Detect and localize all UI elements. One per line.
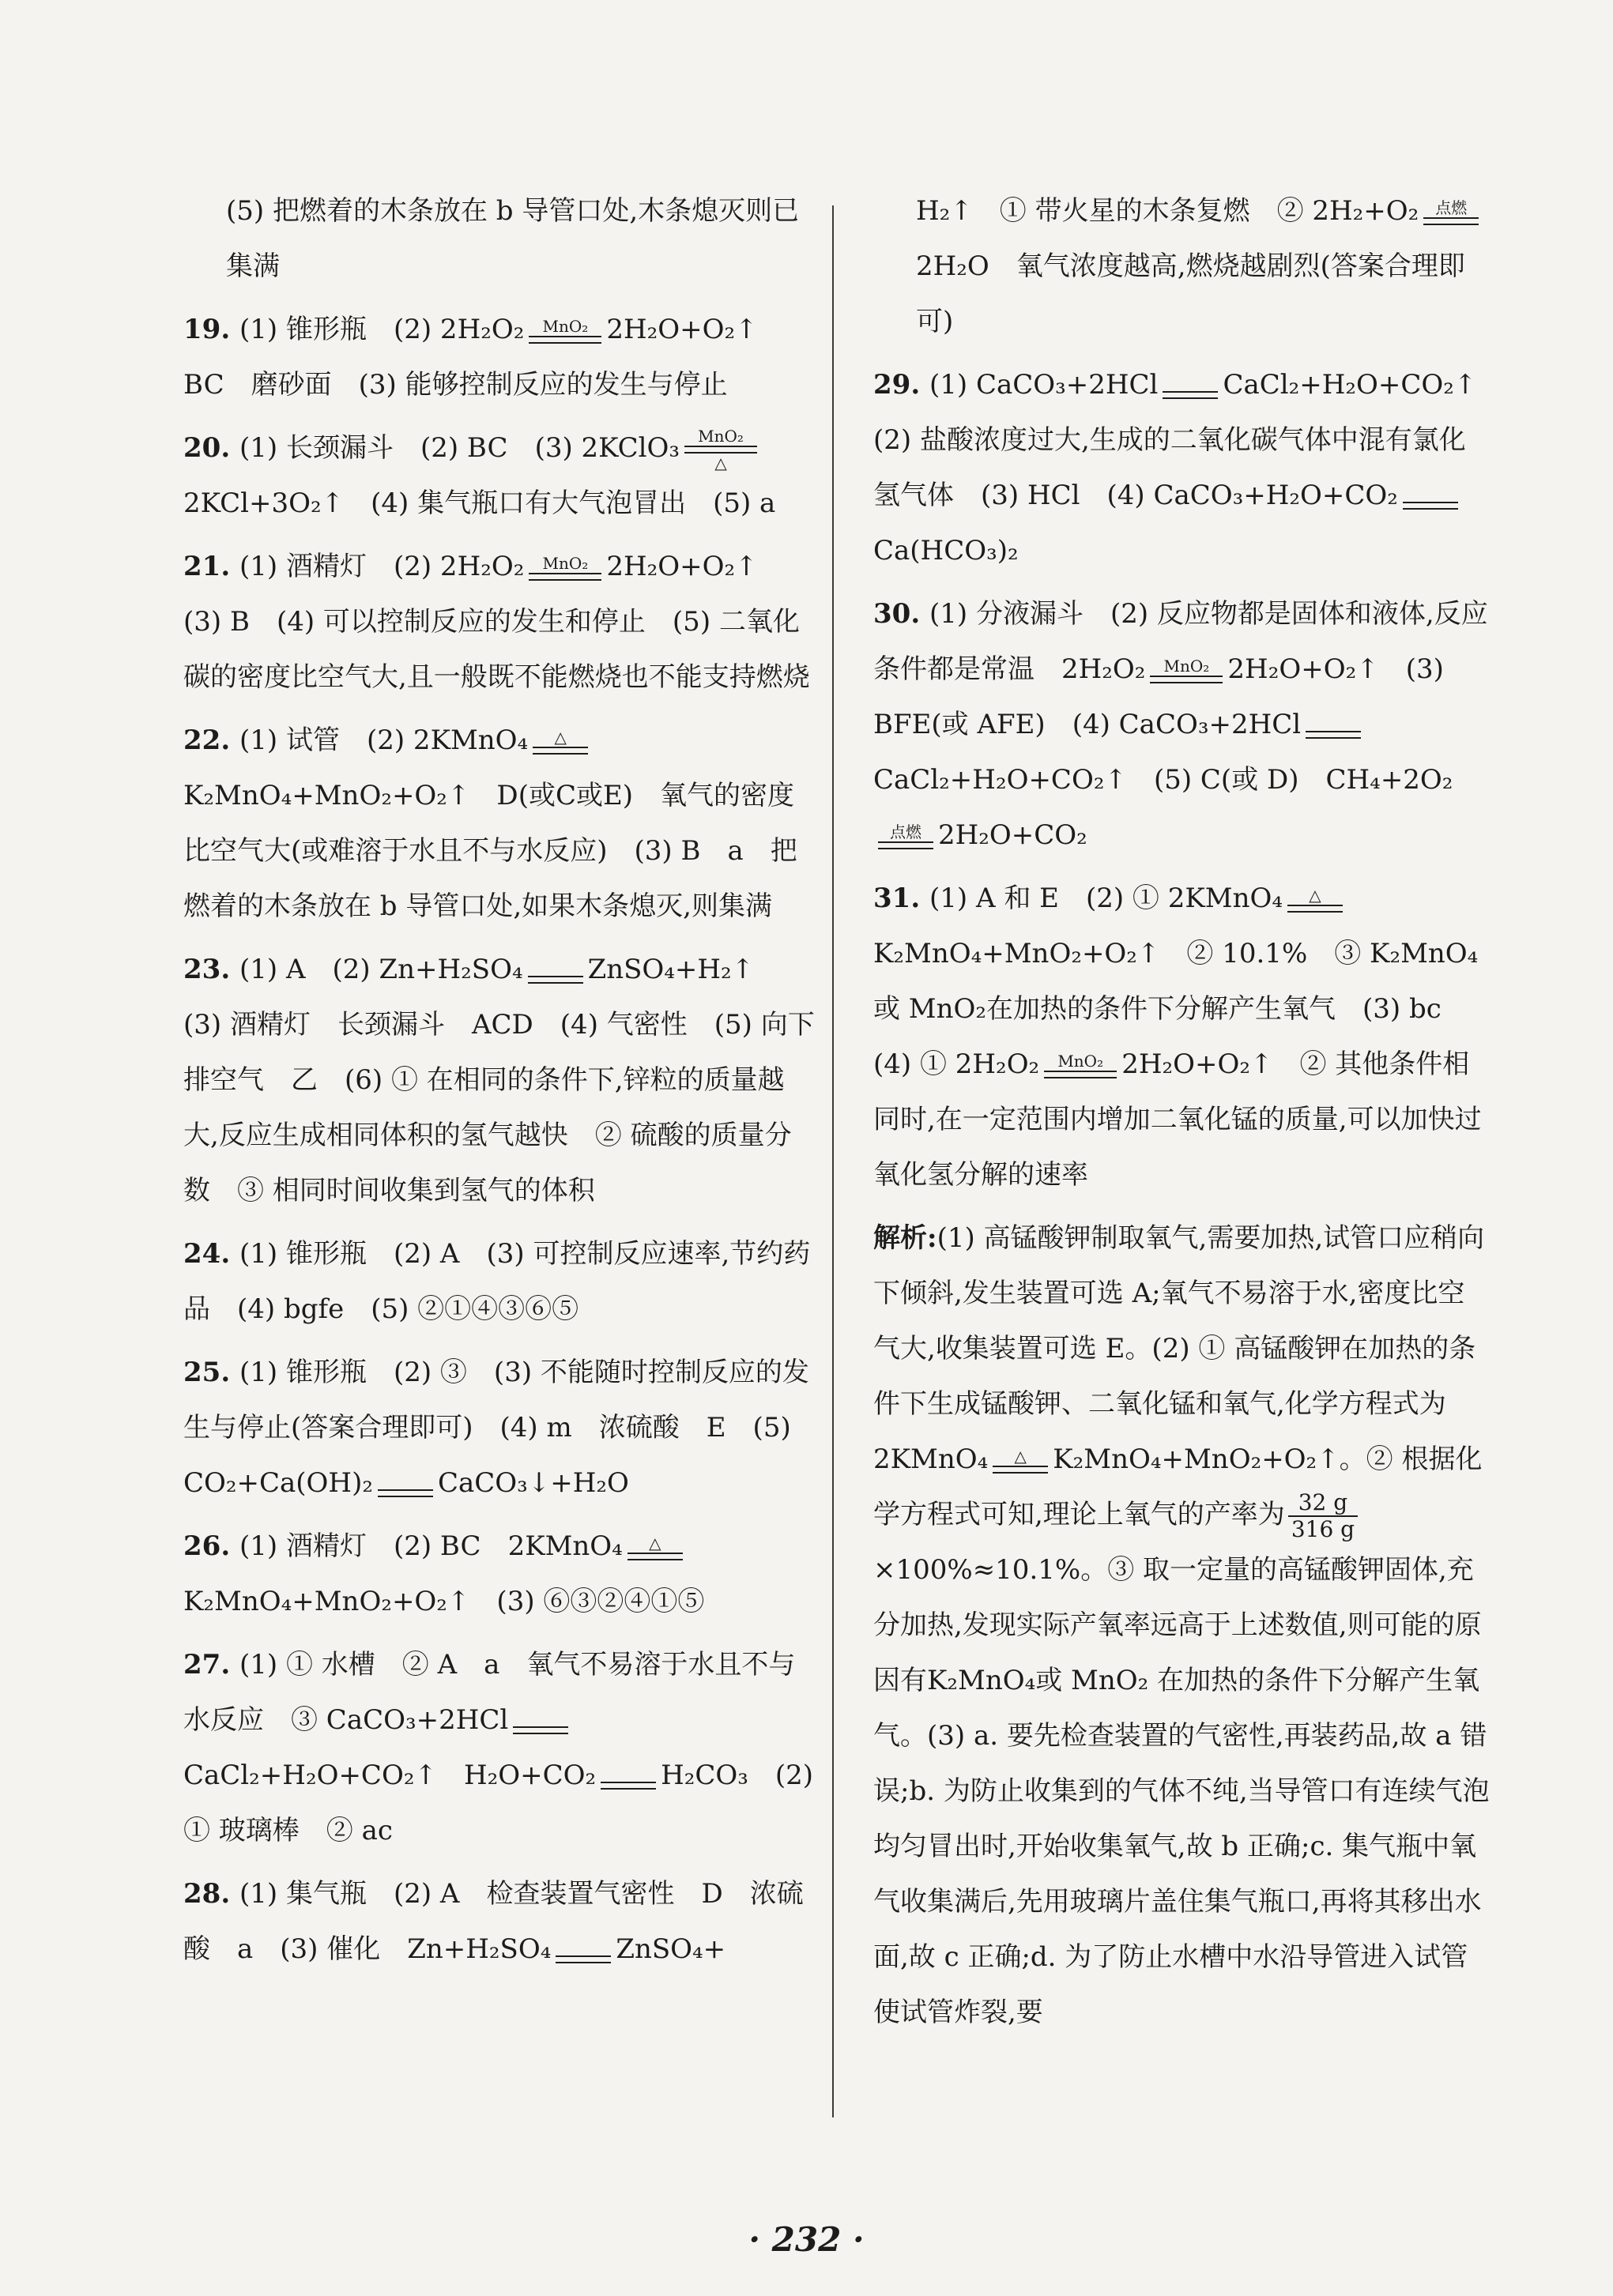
answer-body — [183, 551, 810, 693]
answer-body — [183, 427, 776, 519]
answer-item — [183, 1519, 816, 1629]
question-number: 27. — [183, 1649, 239, 1681]
answer-text: K₂MnO₄+MnO₂+O₂↑。② 根据化学方程式可知,理论上氧气的产率为 — [873, 1443, 1483, 1530]
reaction-condition: MnO₂ △ — [684, 428, 757, 471]
answer-body: (1) 锥形瓶 (2) A (3) 可控制反应速率,节约药品 (4) bgfe (5) ②①④③⑥⑤ — [183, 1238, 811, 1325]
reaction-condition — [601, 1764, 656, 1790]
question-number: 22. — [183, 725, 239, 756]
reaction-condition — [1403, 484, 1458, 510]
answer-text: 2KCl+3O₂↑ (4) 集气瓶口有大气泡冒出 (5) a — [183, 487, 776, 519]
answer-text: Ca(HCO₃)₂ — [873, 535, 1019, 566]
answer-text: K₂MnO₄+MnO₂+O₂↑ ② 10.1% ③ K₂MnO₄ 或 MnO₂在加热的条件下分解产生氧气 (3) bc (4) ① 2H₂O₂ — [873, 938, 1479, 1080]
reaction-condition: MnO₂ — [1150, 658, 1223, 683]
answer-item — [183, 1866, 816, 1977]
answer-text: (1) CaCO₃+2HCl — [929, 369, 1159, 401]
reaction-condition — [556, 1938, 611, 1963]
answer-body — [873, 369, 1503, 566]
answer-text: (1) 酒精灯 (2) BC 2KMnO₄ — [239, 1530, 623, 1562]
answer-text: (1) ① 水槽 ② A a 氧气不易溶于水且不与水反应 ③ CaCO₃+2HCl — [183, 1649, 796, 1736]
answer-body — [183, 1878, 804, 1965]
answer-text: CaCl₂+H₂O+CO₂↑ (2) 盐酸浓度过大,生成的二氧化碳气体中混有氯化氢气体 (3) HCl (4) CaCO₃+H₂O+CO₂ — [873, 369, 1504, 511]
answer-text: 2H₂O+O₂↑ (3) B (4) 可以控制反应的发生和停止 (5) 二氧化碳的密度比空气大,且一般既不能燃烧也不能支持燃烧 — [183, 551, 810, 693]
reaction-condition — [1163, 374, 1218, 399]
answer-body — [183, 1649, 813, 1846]
answer-text: CaCO₃↓+H₂O — [437, 1467, 629, 1499]
answer-item — [183, 420, 816, 531]
reaction-condition — [513, 1709, 568, 1734]
answer-body — [183, 1530, 704, 1617]
answer-text: ZnSO₄+ — [616, 1933, 726, 1965]
answer-text: H₂CO₃ (2) ① 玻璃棒 ② ac — [183, 1760, 814, 1846]
answer-text: (1) 试管 (2) 2KMnO₄ — [239, 725, 529, 756]
reaction-condition — [378, 1472, 433, 1497]
reaction-condition — [528, 958, 583, 984]
answer-text: 2H₂O+O₂↑ BC 磨砂面 (3) 能够控制反应的发生与停止 — [183, 314, 785, 401]
answer-text: (1) 酒精灯 (2) 2H₂O₂ — [239, 551, 525, 582]
question-number: 21. — [183, 551, 239, 582]
answer-text: (1) 长颈漏斗 (2) BC (3) 2KClO₃ — [239, 432, 680, 464]
answer-item — [183, 713, 816, 934]
answer-text: (1) 集气瓶 (2) A 检查装置气密性 D 浓硫酸 a (3) 催化 Zn+H₂SO₄ — [183, 1878, 804, 1965]
answer-text: (1) 锥形瓶 (2) 2H₂O₂ — [239, 314, 525, 345]
reaction-condition: MnO₂ — [529, 318, 601, 344]
question-number: 23. — [183, 954, 239, 985]
reaction-condition — [1306, 713, 1361, 739]
answer-text: (1) A 和 E (2) ① 2KMnO₄ — [929, 883, 1283, 914]
answer-text: 2H₂O+O₂↑ ② 其他条件相同时,在一定范围内增加二氧化锰的质量,可以加快过氧化氢分解的速率 — [873, 1048, 1482, 1191]
question-number: 20. — [183, 432, 239, 464]
answer-item — [183, 942, 816, 1218]
reaction-condition: △ — [533, 729, 588, 755]
page-number: · 232 · — [748, 2220, 865, 2259]
answer-text: ×100%≈10.1%。③ 取一定量的高锰酸钾固体,充分加热,发现实际产氧率远高于上述数值,则可能的原因有K₂MnO₄或 MnO₂ 在加热的条件下分解产生氧气。(3) a. 要先检查装置的气密性,再装药品,故 a 错误;b. 为防止收集到的气体不纯,当导管口有连续气泡均匀冒出时,开始收集氧气,故 b 正确;c. 集气瓶中氧气收集满后,先用玻璃片盖住集气瓶口,再将其移出水面,故 c 正确;d. 为了防止水槽中水沿导管进入试管使试管炸裂,要 — [873, 1554, 1490, 2029]
answer-text: K₂MnO₄+MnO₂+O₂↑ (3) ⑥③②④①⑤ — [183, 1586, 705, 1617]
answer-text: CaCl₂+H₂O+CO₂↑ (5) C(或 D) CH₄+2O₂ — [873, 764, 1453, 796]
answer-body — [183, 725, 797, 922]
answer-item — [183, 539, 816, 705]
reaction-condition: △ — [1287, 887, 1343, 913]
reaction-condition: MnO₂ — [1044, 1053, 1117, 1078]
answer-item — [183, 1345, 816, 1511]
answer-body — [873, 598, 1488, 851]
question-number: 25. — [183, 1357, 239, 1388]
answer-text: 2H₂O 氧气浓度越高,燃烧越剧烈(答案合理即可) — [916, 250, 1465, 337]
reaction-condition: MnO₂ — [529, 555, 601, 581]
answer-text: K₂MnO₄+MnO₂+O₂↑ D(或C或E) 氧气的密度比空气大(或难溶于水且不与水反应) (3) B a 把燃着的木条放在 b 导管口处,如果木条熄灭,则集满 — [183, 780, 797, 922]
answer-text: (1) 分液漏斗 (2) 反应物都是固体和液体,反应条件都是常温 2H₂O₂ — [873, 598, 1488, 685]
answer-text: CaCl₂+H₂O+CO₂↑ H₂O+CO₂ — [183, 1760, 597, 1791]
answer-text: ZnSO₄+H₂↑ (3) 酒精灯 长颈漏斗 ACD (4) 气密性 (5) 向下排空气 乙 (6) ① 在相同的条件下,锌粒的质量越大,反应生成相同体积的氢气越快 ② 硫酸的质量分数 ③ 相同时间收集到氢气的体积 — [183, 954, 815, 1206]
left-column — [183, 183, 816, 1985]
answer-item — [183, 183, 816, 294]
question-number: 29. — [873, 369, 929, 401]
answer-text: H₂↑ ① 带火星的木条复燃 ② 2H₂+O₂ — [916, 195, 1419, 227]
reaction-condition: △ — [627, 1535, 683, 1560]
answer-body — [916, 195, 1483, 337]
question-number: 26. — [183, 1530, 239, 1562]
answer-item — [873, 357, 1504, 578]
answer-body — [183, 954, 815, 1206]
answer-text: 2H₂O+CO₂ — [938, 819, 1087, 851]
answer-body — [183, 1357, 809, 1499]
reaction-condition: 点燃 — [1423, 200, 1479, 225]
analysis-block — [873, 1210, 1490, 2040]
answer-text: (1) A (2) Zn+H₂SO₄ — [239, 954, 523, 985]
answer-body: (5) 把燃着的木条放在 b 导管口处,木条熄灭则已集满 — [226, 195, 800, 282]
question-number: 30. — [873, 598, 929, 630]
question-number: 31. — [873, 883, 929, 914]
question-number: 28. — [183, 1878, 239, 1910]
answer-body — [873, 883, 1482, 1191]
right-column — [873, 183, 1504, 2040]
question-number: 19. — [183, 314, 239, 345]
answer-text: 2H₂O+O₂↑ (3) BFE(或 AFE) (4) CaCO₃+2HCl — [873, 653, 1444, 740]
analysis-label: 解析: — [873, 1222, 937, 1254]
answer-item — [183, 302, 816, 412]
answer-item — [873, 871, 1490, 1203]
answer-text: (1) 锥形瓶 (2) ③ (3) 不能随时控制反应的发生与停止(答案合理即可) (4) m 浓硫酸 E (5) CO₂+Ca(OH)₂ — [183, 1357, 809, 1499]
answer-item — [873, 183, 1490, 349]
answer-body — [183, 314, 785, 401]
answer-item — [183, 1226, 816, 1337]
reaction-condition: 点燃 — [878, 824, 933, 849]
reaction-condition: △ — [993, 1448, 1048, 1474]
answer-text: (1) 高锰酸钾制取氧气,需要加热,试管口应稍向下倾斜,发生装置可选 A;氧气不易溶于水,密度比空气大,收集装置可选 E。(2) ① 高锰酸钾在加热的条件下生成锰酸钾、二氧化锰和氧气,化学方程式为 2KMnO₄ — [873, 1222, 1485, 1475]
answer-item — [873, 586, 1490, 863]
fraction: $\frac{32 g}{316 g}$ — [1288, 1490, 1358, 1542]
answer-item — [183, 1637, 816, 1858]
question-number: 24. — [183, 1238, 239, 1270]
column-divider — [832, 205, 834, 2117]
